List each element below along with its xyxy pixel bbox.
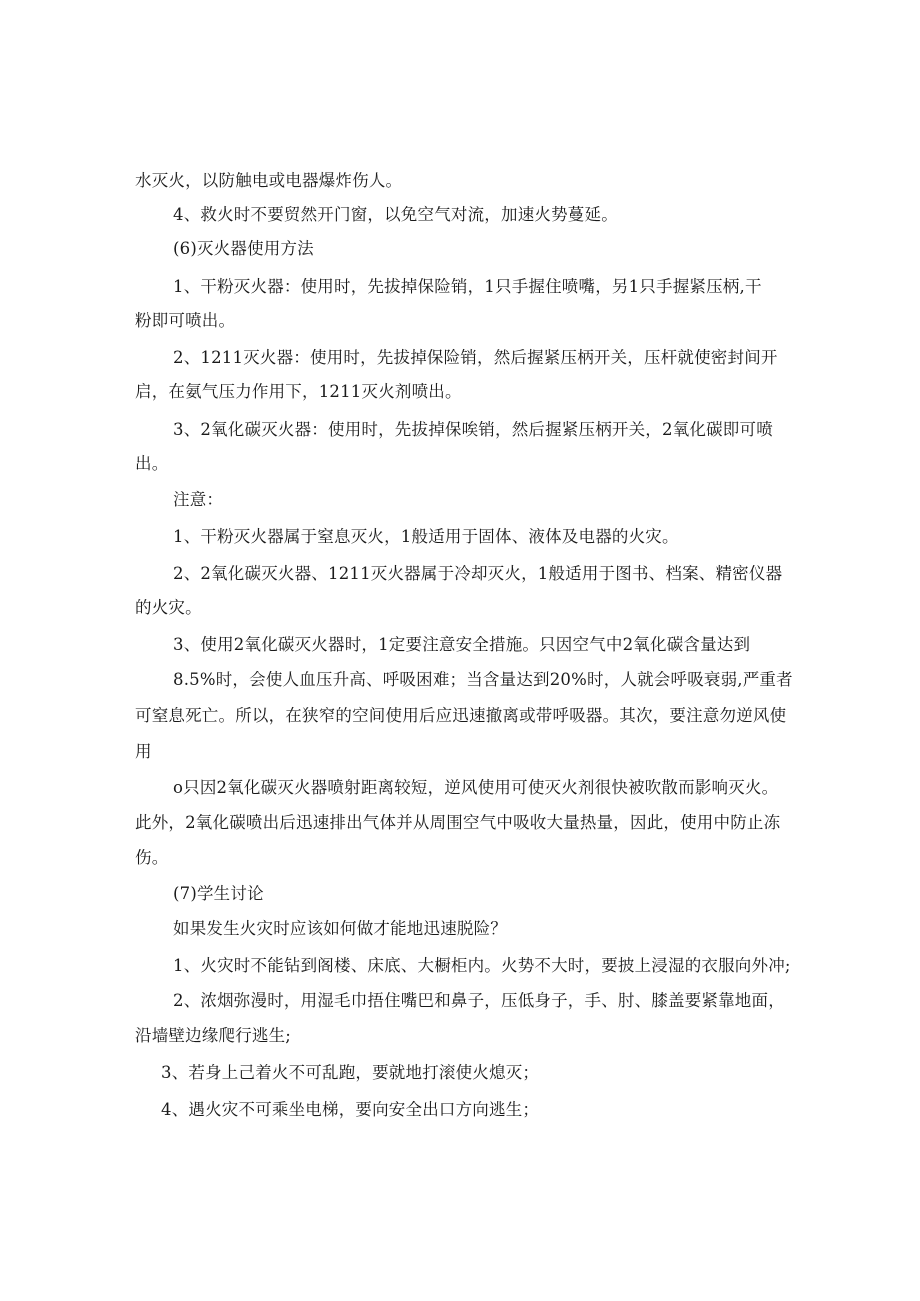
text-line: 1、干粉灭火器属于窒息灭火，1般适用于固体、液体及电器的火灾。 — [173, 527, 679, 546]
text-line: 4、遇火灾不可乘坐电梯，要向安全出口方向逃生； — [161, 1100, 540, 1119]
text-line: 此外，2氧化碳喷出后迅速排出气体并从周围空气中吸收大量热量，因此，使用中防止冻 — [135, 813, 781, 832]
text-line: 1、干粉灭火器：使用时，先拔掉保险销，1只手握住喷嘴，另1只手握紧压柄,干 — [173, 277, 762, 296]
text-line: 的火灾。 — [135, 598, 202, 617]
text-line: 水灭火，以防触电或电器爆炸伤人。 — [135, 171, 403, 190]
note-heading: 注意： — [173, 490, 224, 509]
text-line: 出。 — [135, 454, 169, 473]
text-line: 3、2氧化碳灭火器：使用时，先拔掉保唉销，然后握紧压柄开关，2氧化碳即可喷 — [173, 420, 773, 439]
text-line: 2、浓烟弥漫时，用湿毛巾捂住嘴巴和鼻子，压低身子，手、肘、膝盖要紧靠地面， — [173, 991, 785, 1010]
text-line: 3、使用2氧化碳灭火器时，1定要注意安全措施。只因空气中2氧化碳含量达到 — [173, 635, 751, 654]
text-line: 启，在氨气压力作用下，1211灭火剂喷出。 — [135, 382, 462, 401]
text-line: 3、若身上己着火不可乱跑，要就地打滚使火熄灭； — [161, 1063, 540, 1082]
text-line: 粉即可喷出。 — [135, 311, 236, 330]
text-line: 2、2氧化碳灭火器、1211灭火器属于冷却灭火，1般适用于图书、档案、精密仪器 — [173, 564, 783, 583]
text-line: 2、1211灭火器：使用时，先拔掉保险销，然后握紧压柄开关，压杆就使密封间开 — [173, 348, 778, 367]
text-line: 1、火灾时不能钻到阁楼、床底、大橱柜内。火势不大时，要披上浸湿的衣服向外冲; — [173, 956, 791, 975]
text-line: 4、救火时不要贸然开门窗，以免空气对流，加速火势蔓延。 — [173, 205, 618, 224]
text-line: 可窒息死亡。所以，在狭窄的空间使用后应迅速撤离或带呼吸器。其次，要注意勿逆风使 — [135, 706, 787, 725]
text-line: 伤。 — [135, 848, 169, 867]
text-line: 8.5%时，会使人血压升高、呼吸困难；当含量达到20%时，人就会呼吸衰弱,严重者 — [173, 670, 793, 689]
section-heading: (6)灭火器使用方法 — [173, 239, 314, 258]
question-line: 如果发生火灾时应该如何做才能地迅速脱险？ — [173, 919, 507, 938]
section-heading: (7)学生讨论 — [173, 884, 264, 903]
text-line: 沿墙壁边缘爬行逃生; — [135, 1026, 292, 1045]
text-line: 用 — [135, 742, 152, 761]
text-line: o只因2氧化碳灭火器喷射距离较短，逆风使用可使灭火剂很快被吹散而影响灭火。 — [173, 778, 779, 797]
